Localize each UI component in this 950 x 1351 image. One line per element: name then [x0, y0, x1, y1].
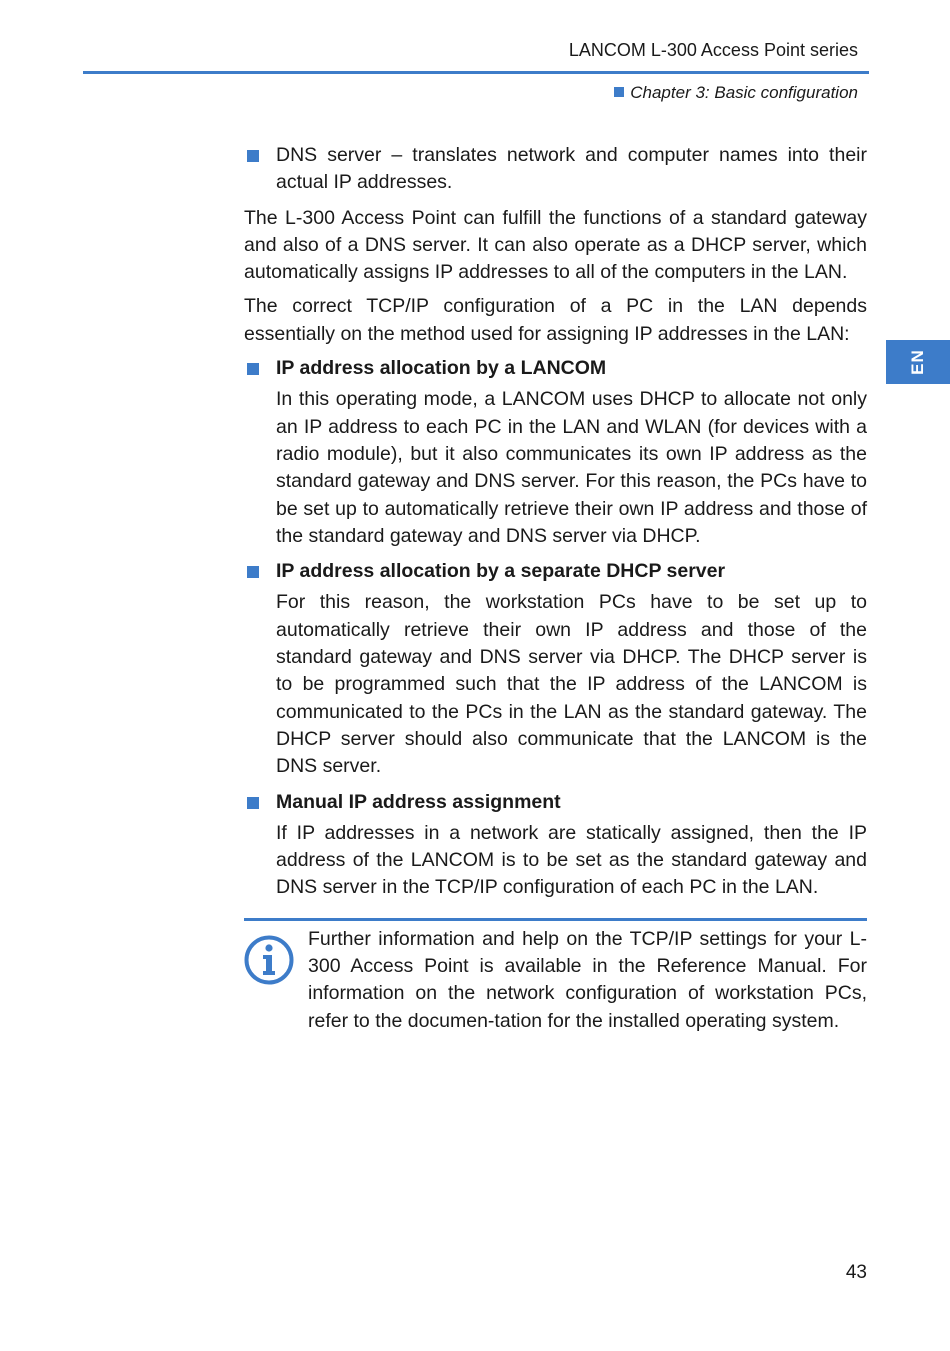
paragraph: The correct TCP/IP configuration of a PC in the LAN depends essentially on the method used for assigning IP addresses in the LAN: [244, 295, 867, 345]
header-divider [83, 71, 869, 74]
chapter-text: Chapter 3: Basic configuration [630, 83, 858, 102]
square-bullet-icon [247, 797, 259, 809]
list-item-manual-assignment [244, 789, 867, 902]
paragraph: The L-300 Access Point can fulfill the functions of a standard gateway and also of a DNS server. It can also operate as a DHCP server, which automatically assigns IP addresses to all of the computers in the LAN. [244, 206, 867, 284]
list-item-dhcp-server-allocation [244, 558, 867, 780]
chapter-label [614, 83, 858, 103]
info-icon [244, 935, 294, 985]
language-tab-label: EN [908, 349, 927, 375]
square-bullet-icon [247, 566, 259, 578]
list-item-heading: IP address allocation by a LANCOM [276, 357, 607, 380]
list-item-text: For this reason, the workstation PCs have to be set up to automatically retrieve their own IP address and those of the standard gateway and DNS server via DHCP. The DHCP server is to be programmed such that the IP address of the LANCOM is communicated to the PCs in the LAN as the standard gateway. The DHCP server should also communicate that the LANCOM is the DNS server. [276, 591, 867, 778]
info-note [244, 918, 867, 1035]
list-item-text: DNS server – translates network and computer names into their actual IP addresses. [276, 144, 867, 194]
list-item-lancom-allocation [244, 355, 867, 550]
square-bullet-icon [614, 87, 624, 97]
list-item-heading: Manual IP address assignment [276, 790, 561, 813]
language-tab [886, 340, 950, 384]
square-bullet-icon [247, 150, 259, 162]
list-item-dns-server [244, 142, 867, 197]
list-item-heading: IP address allocation by a separate DHCP server [276, 560, 726, 583]
page-content [244, 142, 867, 1035]
list-item-text: If IP addresses in a network are statically assigned, then the IP address of the LANCOM is to be set as the standard gateway and DNS server in the TCP/IP configuration of each PC in the LAN. [276, 821, 867, 899]
page-number: 43 [845, 1262, 867, 1283]
info-note-text: Further information and help on the TCP/IP settings for your L-300 Access Point is available in the Reference Manual. For information on the network configuration of workstation PCs, refer to the documen-tation for the installed operating system. [308, 927, 867, 1032]
running-header-title: LANCOM L-300 Access Point series [568, 40, 858, 60]
square-bullet-icon [247, 363, 259, 375]
list-item-text: In this operating mode, a LANCOM uses DHCP to allocate not only an IP address to each PC in the LAN and WLAN (for devices with a radio module), but it also communicates its own IP address as the standard gateway and DNS server. For this reason, the PCs have to be set up to automatically retrieve their own IP address and those of the standard gateway and DNS server via DHCP. [276, 388, 867, 547]
